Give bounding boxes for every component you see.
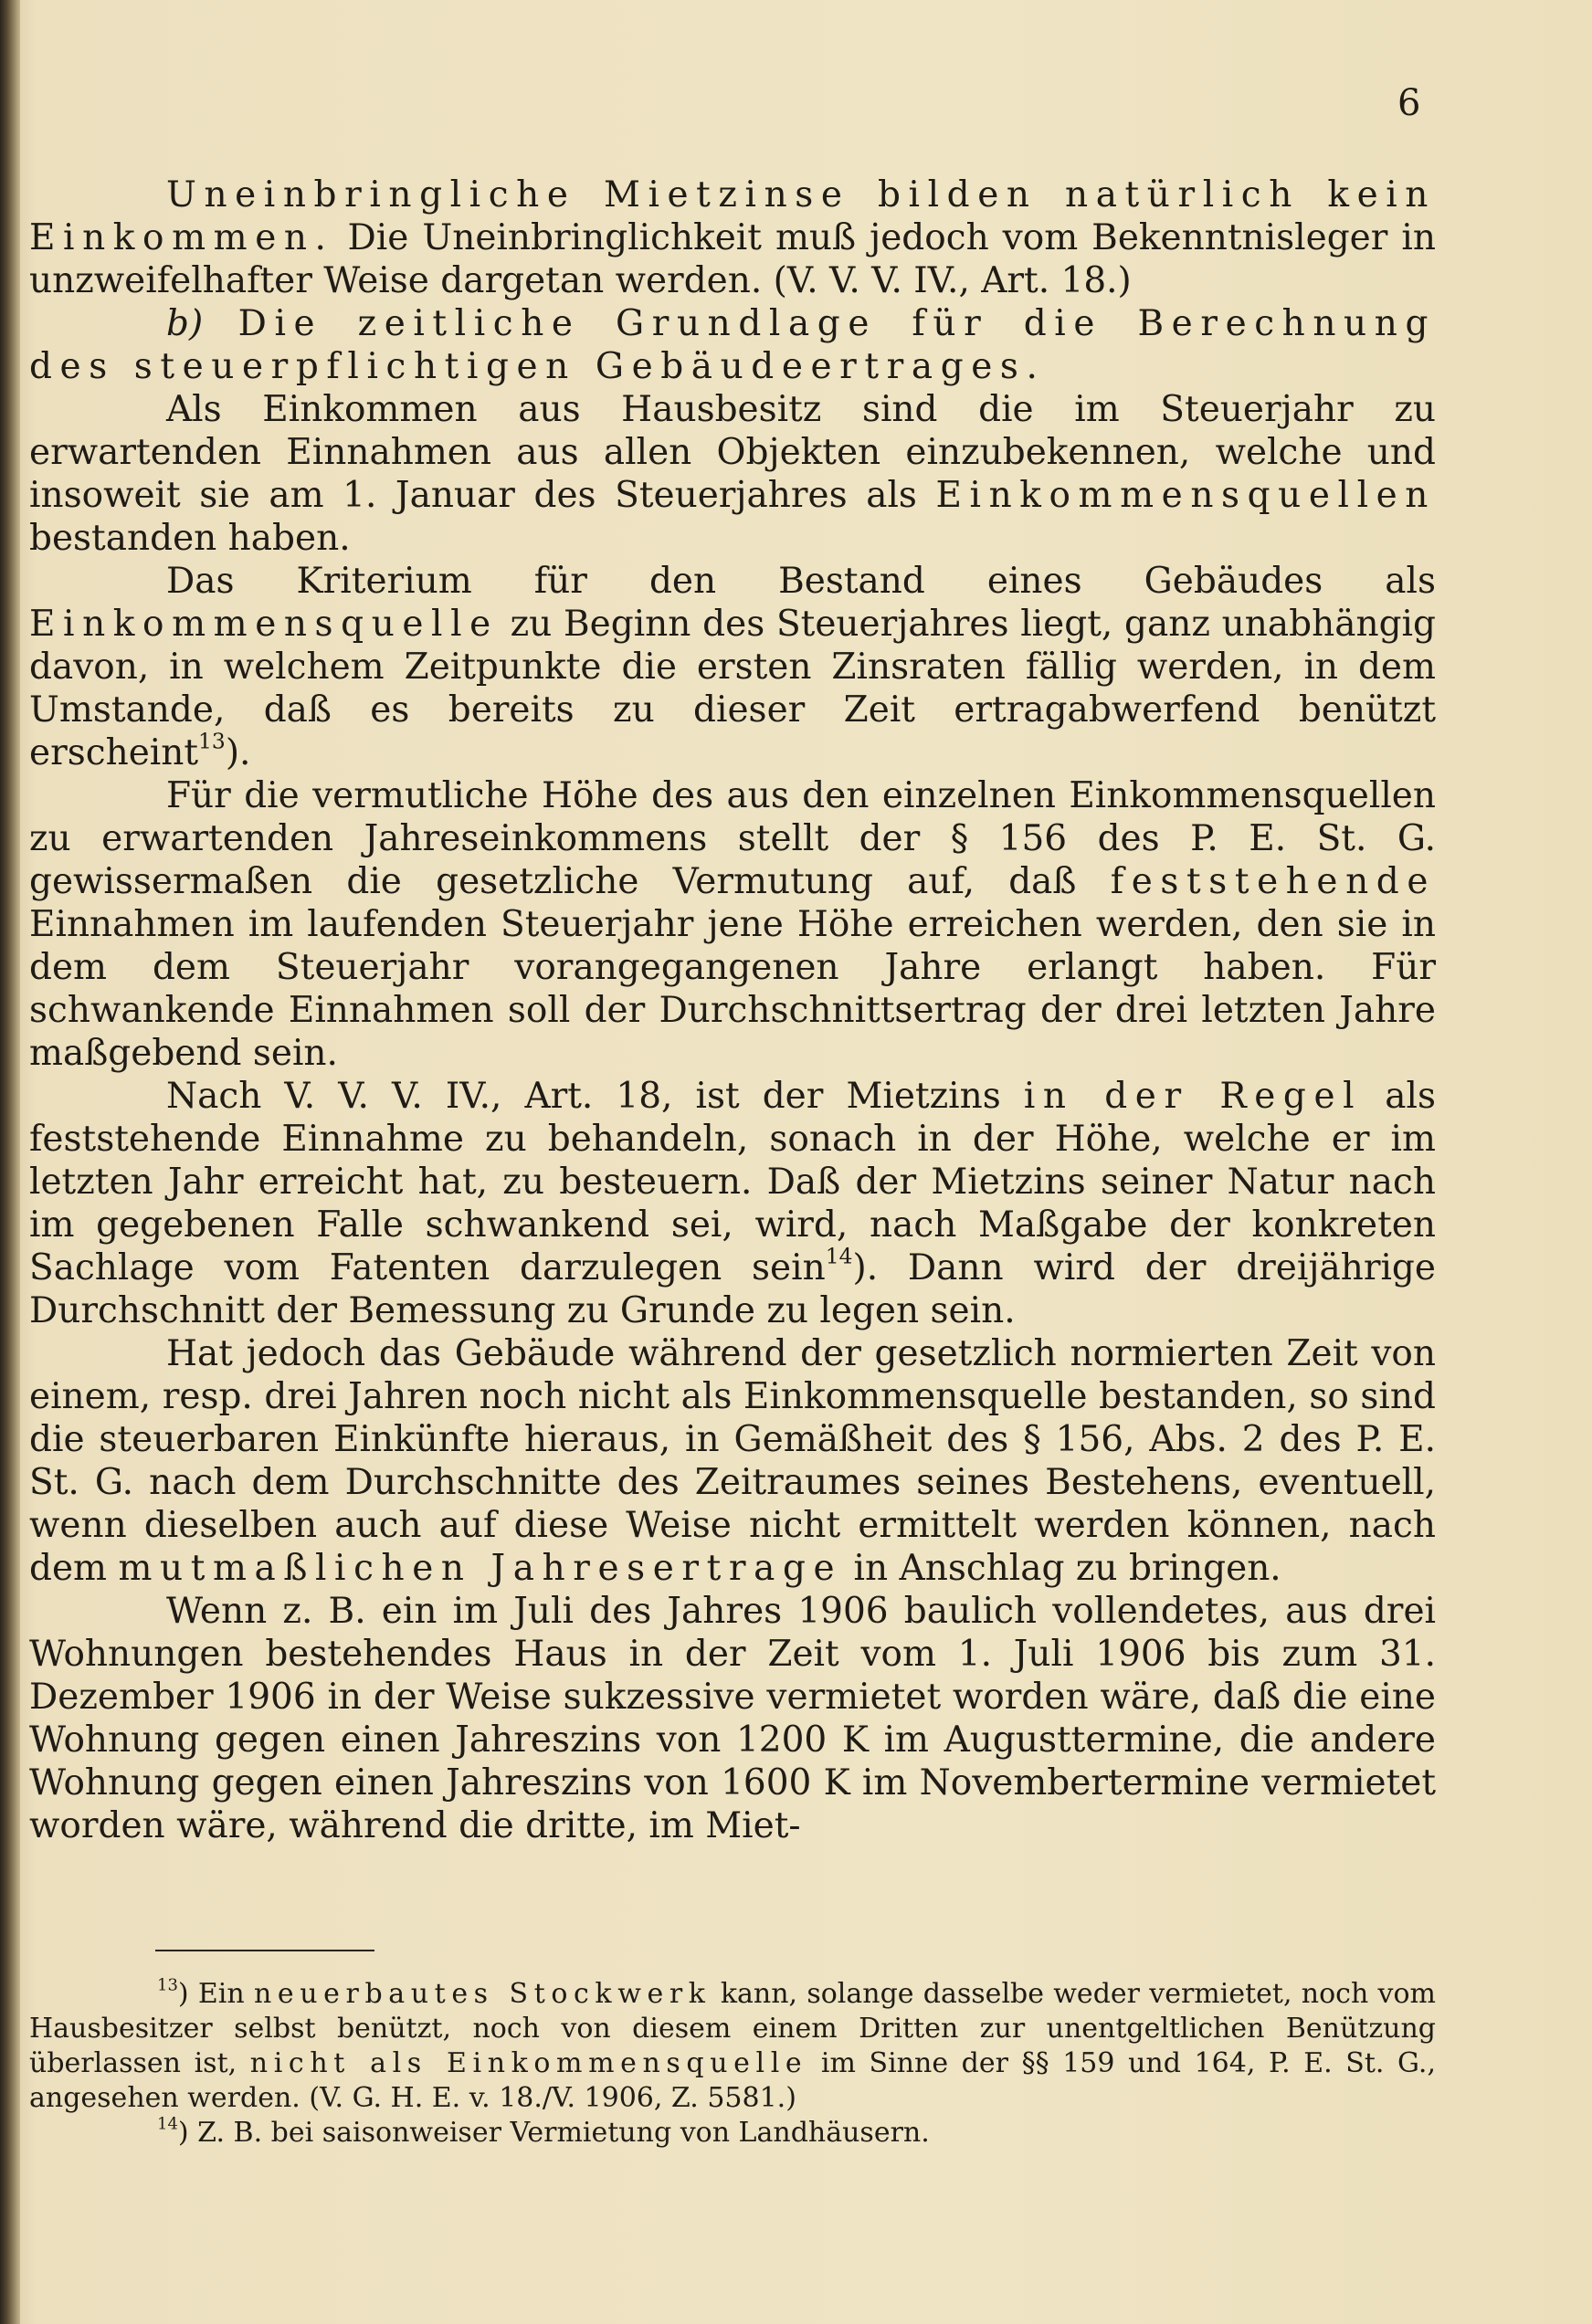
page-binding-edge bbox=[0, 0, 20, 2324]
spaced-emphasis-text: in der Regel bbox=[1023, 1076, 1363, 1117]
footnotes bbox=[29, 1977, 1436, 2150]
text-run: in Anschlag zu bringen. bbox=[842, 1548, 1281, 1589]
spaced-emphasis-text: Die zeitliche Grundlage für die Berechnung des steuerpflichtigen Gebäudeertrages. bbox=[29, 303, 1436, 387]
footnote-ref: 14 bbox=[825, 1243, 853, 1269]
text-run: Für die vermutliche Höhe des aus den einzelnen Einkommensquellen zu erwartenden Jahreseinkommens stellt der § 156 des P. E. St. G. gewissermaßen die gesetzliche Vermutung auf, daß bbox=[29, 775, 1436, 902]
footnote-ref: 13 bbox=[157, 1975, 178, 1995]
footnote-rule bbox=[155, 1950, 374, 1951]
text-run: ) Z. B. bei saisonweiser Vermietung von Landhäusern. bbox=[177, 2117, 930, 2149]
text-run: Einnahmen im laufenden Steuerjahr jene Höhe erreichen werden, den sie in dem dem Steuerjahr vorangegangenen Jahre erlangt haben. Für schwankende Einnahmen soll der Durchschnittsertrag der drei letzten Jahre maßgebend sein. bbox=[29, 904, 1436, 1074]
paragraph bbox=[29, 1590, 1436, 1847]
text-run: Als Einkommen aus Hausbesitz sind die im Steuerjahr zu erwartenden Einnahmen aus allen Objekten einzubekennen, welche und insoweit sie am 1. Januar des Steuerjahres als bbox=[29, 389, 1436, 516]
text-run: im Sinne der §§ 159 und 164, P. E. St. G., angesehen werden. (V. G. H. E. v. 18./V. 1906, Z. 5581.) bbox=[29, 2047, 1437, 2114]
text-run: ). Dann wird der dreijährige Durchschnitt der Bemessung zu Grunde zu legen sein. bbox=[29, 1247, 1436, 1331]
text-run: kann, solange dasselbe weder vermietet, noch vom Hausbesitzer selbst benützt, noch von diesem einem Dritten zur unentgeltlichen Benützung überlassen ist, bbox=[29, 1978, 1436, 2079]
spaced-emphasis-text: Einkommensquellen bbox=[935, 475, 1436, 516]
spaced-emphasis-text: feststehende bbox=[1110, 861, 1436, 902]
paragraph bbox=[29, 302, 1436, 388]
paragraph bbox=[29, 560, 1436, 774]
spaced-emphasis-text: Uneinbringliche Mietzinse bilden natürlich kein Einkommen. bbox=[29, 174, 1436, 258]
italic-label: b) bbox=[166, 303, 204, 344]
page-number: 6 bbox=[1397, 82, 1421, 124]
spaced-emphasis-text: nicht als Einkommensquelle bbox=[249, 2047, 808, 2079]
text-run: bestanden haben. bbox=[29, 518, 351, 559]
footnote-ref: 14 bbox=[157, 2114, 178, 2134]
text-run: zu Beginn des Steuerjahres liegt, ganz unabhängig davon, in welchem Zeitpunkte die ersten Zinsraten fällig werden, in dem Umstande, daß es bereits zu dieser Zeit ertragabwerfend benützt erscheint bbox=[29, 604, 1436, 773]
text-run: ). bbox=[225, 732, 251, 773]
text-run: Nach V. V. V. IV., Art. 18, ist der Mietzins bbox=[166, 1076, 1024, 1117]
paragraph bbox=[29, 1075, 1436, 1332]
body-text bbox=[29, 174, 1436, 1847]
paragraph bbox=[29, 388, 1436, 560]
text-run: Hat jedoch das Gebäude während der gesetzlich normierten Zeit von einem, resp. drei Jahren noch nicht als Einkommensquelle bestanden, so sind die steuerbaren Einkünfte hieraus, in Gemäßheit des § 156, Abs. 2 des P. E. St. G. nach dem Durchschnitte des Zeitraumes seines Bestehens, eventuell, wenn dieselben auch auf diese Weise nicht ermittelt werden können, nach dem bbox=[29, 1333, 1436, 1589]
text-run: ) Ein bbox=[177, 1978, 254, 2010]
text-run: Die Uneinbringlichkeit muß jedoch vom Bekenntnisleger in unzweifelhafter Weise dargetan werden. (V. V. V. IV., Art. 18.) bbox=[29, 217, 1436, 301]
text-run: Das Kriterium für den Bestand eines Gebäudes als bbox=[166, 561, 1436, 602]
paragraph bbox=[29, 1332, 1436, 1590]
text-run: als feststehende Einnahme zu behandeln, sonach in der Höhe, welche er im letzten Jahr erreicht hat, zu besteuern. Daß der Mietzins seiner Natur nach im gegebenen Falle schwankend sei, wird, nach Maßgabe der konkreten Sachlage vom Fatenten darzulegen sein bbox=[29, 1076, 1436, 1288]
text-run: Wenn z. B. ein im Juli des Jahres 1906 baulich vollendetes, aus drei Wohnungen bestehendes Haus in der Zeit vom 1. Juli 1906 bis zum 31. Dezember 1906 in der Weise sukzessive vermietet worden wäre, daß die eine Wohnung gegen einen Jahreszins von 1200 K im Augusttermine, die andere Wohnung gegen einen Jahreszins von 1600 K im Novembertermine vermietet worden wäre, während die dritte, im Miet- bbox=[29, 1591, 1436, 1846]
paragraph bbox=[29, 174, 1436, 302]
footnote bbox=[29, 2116, 1436, 2150]
paragraph bbox=[29, 774, 1436, 1075]
spaced-emphasis-text: Einkommensquelle bbox=[29, 604, 499, 645]
spaced-emphasis-text: neuerbautes Stockwerk bbox=[253, 1978, 712, 2010]
spaced-emphasis-text: mutmaßlichen Jahresertrage bbox=[118, 1548, 843, 1589]
footnote bbox=[29, 1977, 1436, 2116]
footnote-ref: 13 bbox=[198, 728, 226, 754]
